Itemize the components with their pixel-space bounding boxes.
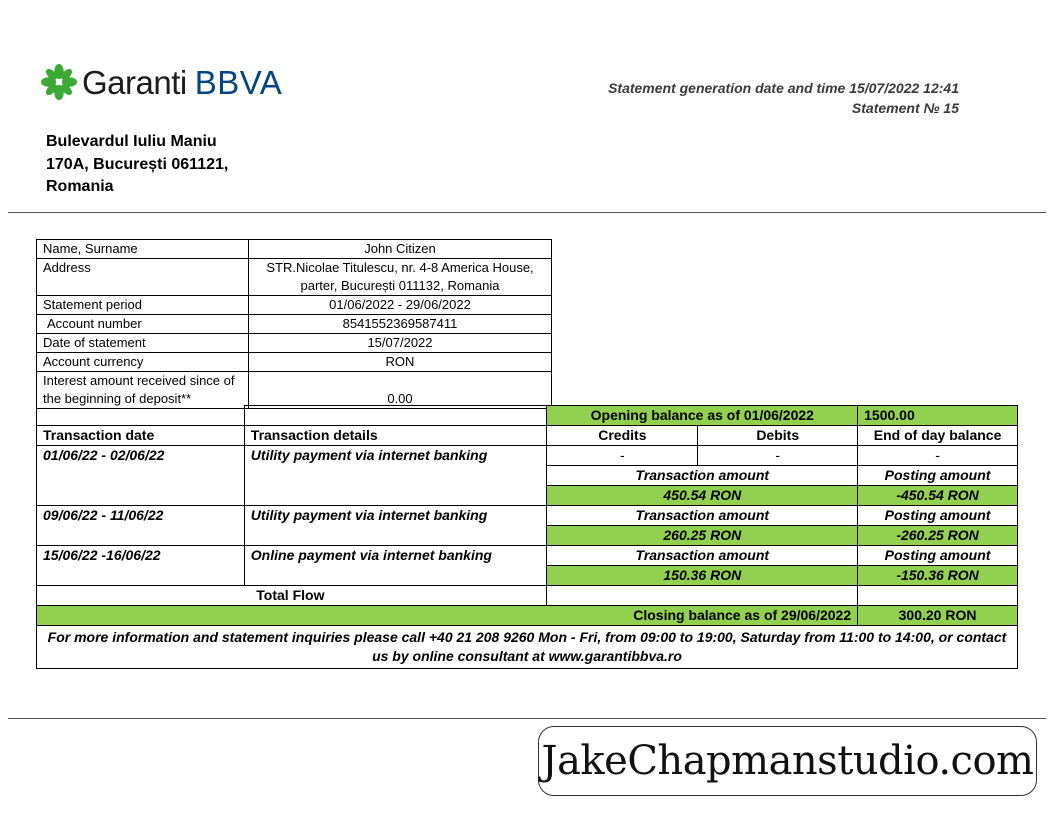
- transaction-date: 15/06/22 -16/06/22: [37, 546, 245, 586]
- top-divider: [8, 212, 1046, 213]
- info-row: [37, 315, 552, 334]
- closing-balance-value: 300.20 RON: [858, 606, 1018, 626]
- info-label: Account number: [37, 315, 249, 334]
- eod-value: -: [858, 446, 1018, 466]
- column-header-eod: End of day balance: [858, 426, 1018, 446]
- statement-meta: [608, 78, 959, 118]
- transaction-details: Utility payment via internet banking: [244, 506, 547, 546]
- column-header-debits: Debits: [698, 426, 858, 446]
- info-value: 01/06/2022 - 29/06/2022: [249, 296, 552, 315]
- transaction-amount-label: Transaction amount: [547, 466, 858, 486]
- header-row: [37, 426, 1018, 446]
- transaction-amount: 450.54 RON: [547, 486, 858, 506]
- footer-note: For more information and statement inquiries please call +40 21 208 9260 Mon - Fri, from 09:00 to 19:00, Saturday from 11:00 to 14:00, or contact us by online consultant at www.garantibbva.ro: [37, 626, 1018, 669]
- transactions-table: [36, 405, 1018, 669]
- credit-value: -: [547, 446, 698, 466]
- info-row: [37, 296, 552, 315]
- transaction-amount-label: Transaction amount: [547, 546, 858, 566]
- info-row: [37, 259, 552, 296]
- footer-note-row: [37, 626, 1018, 669]
- opening-balance-value: 1500.00: [858, 406, 1018, 426]
- info-label: Name, Surname: [37, 240, 249, 259]
- transaction-details: Online payment via internet banking: [244, 546, 547, 586]
- opening-balance-label: Opening balance as of 01/06/2022: [547, 406, 858, 426]
- info-label: Statement period: [37, 296, 249, 315]
- brand-name: Garanti BBVA: [82, 63, 283, 101]
- info-value: STR.Nicolae Titulescu, nr. 4-8 America House, parter, București 011132, Romania: [249, 259, 552, 296]
- watermark: JakeChapmanstudio.com: [538, 726, 1037, 796]
- bank-address: [46, 131, 228, 199]
- closing-balance-label: Closing balance as of 29/06/2022: [37, 606, 858, 626]
- transaction-date: 01/06/22 - 02/06/22: [37, 446, 245, 506]
- debit-value: -: [698, 446, 858, 466]
- info-value: 0.00: [249, 372, 552, 409]
- info-label: Account currency: [37, 353, 249, 372]
- transaction-amount: 150.36 RON: [547, 566, 858, 586]
- info-row: [37, 372, 552, 409]
- info-value: RON: [249, 353, 552, 372]
- info-label: Address: [37, 259, 249, 296]
- column-header-credits: Credits: [547, 426, 698, 446]
- total-flow-row: [37, 586, 1018, 606]
- closing-balance-row: [37, 606, 1018, 626]
- posting-amount: -150.36 RON: [858, 566, 1018, 586]
- info-label: Interest amount received since of the beginning of deposit**: [37, 372, 249, 409]
- info-label: Date of statement: [37, 334, 249, 353]
- posting-amount: -450.54 RON: [858, 486, 1018, 506]
- info-value: 8541552369587411: [249, 315, 552, 334]
- column-header-date: Transaction date: [37, 426, 245, 446]
- info-value: John Citizen: [249, 240, 552, 259]
- posting-amount-label: Posting amount: [858, 466, 1018, 486]
- column-header-details: Transaction details: [244, 426, 547, 446]
- table-row: [37, 446, 1018, 466]
- posting-amount: -260.25 RON: [858, 526, 1018, 546]
- transaction-amount-label: Transaction amount: [547, 506, 858, 526]
- info-value: 15/07/2022: [249, 334, 552, 353]
- info-row: [37, 240, 552, 259]
- bank-address-line: Romania: [46, 178, 114, 195]
- posting-amount-label: Posting amount: [858, 546, 1018, 566]
- statement-generation-date: Statement generation date and time 15/07/2022 12:41: [608, 80, 959, 96]
- info-row: [37, 353, 552, 372]
- transaction-amount: 260.25 RON: [547, 526, 858, 546]
- bank-address-line: 170A, București 061121,: [46, 155, 229, 173]
- transaction-date: 09/06/22 - 11/06/22: [37, 506, 245, 546]
- transaction-details: Utility payment via internet banking: [244, 446, 547, 506]
- info-row: [37, 334, 552, 353]
- statement-number: Statement № 15: [851, 100, 959, 116]
- table-row: [37, 506, 1018, 526]
- bottom-divider: [8, 718, 1046, 719]
- account-info-table: [36, 239, 552, 409]
- bank-address-line: Bulevardul Iuliu Maniu: [46, 133, 217, 150]
- clover-logo-icon: [40, 62, 78, 102]
- opening-balance-row: [37, 406, 1018, 426]
- table-row: [37, 546, 1018, 566]
- posting-amount-label: Posting amount: [858, 506, 1018, 526]
- total-flow-label: Total Flow: [244, 586, 547, 606]
- bank-logo: [40, 62, 282, 102]
